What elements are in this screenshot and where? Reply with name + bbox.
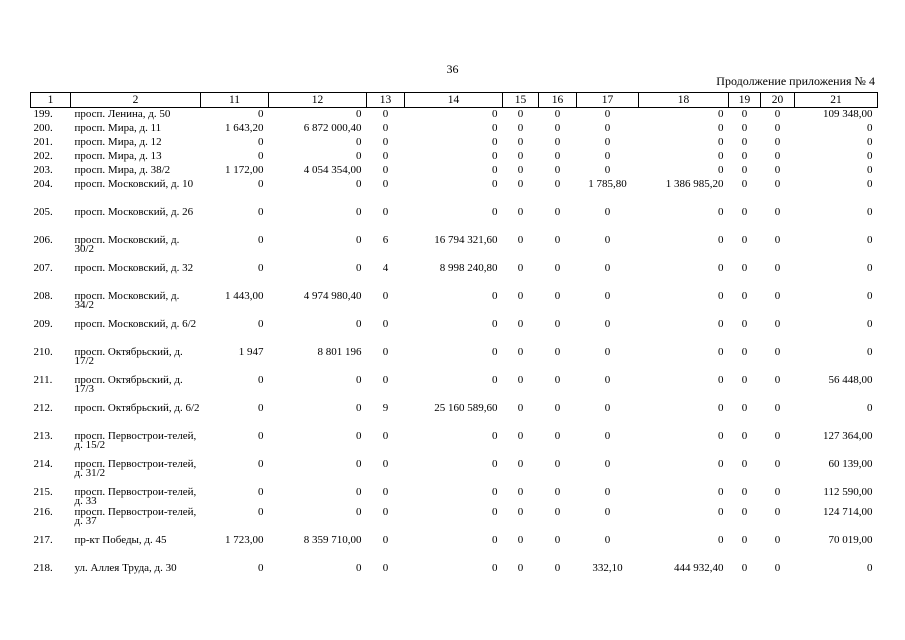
value-cell: 0	[554, 290, 561, 302]
value-cell: 0	[517, 262, 524, 274]
address-cell: пр-кт Победы, д. 45	[74, 534, 167, 546]
value-cell: 0	[741, 534, 748, 546]
value-cell: 1 723,00	[225, 534, 264, 546]
value-cell: 0	[741, 506, 748, 518]
value-cell: 0	[774, 486, 781, 498]
value-cell: 0	[718, 262, 724, 274]
value-cell: 0	[741, 136, 748, 148]
table-row	[31, 164, 878, 178]
value-cell: 0	[492, 430, 498, 442]
column-header: 19	[729, 93, 761, 108]
value-cell: 0	[718, 402, 724, 414]
value-cell: 0	[492, 178, 498, 190]
value-cell: 0	[517, 346, 524, 358]
value-cell: 0	[718, 346, 724, 358]
address-cell: просп. Московский, д. 26	[74, 206, 194, 218]
value-cell: 70 019,00	[828, 534, 873, 546]
value-cell: 25 160 589,60	[434, 402, 498, 414]
row-number: 209.	[33, 318, 53, 330]
value-cell: 0	[604, 458, 611, 470]
value-cell: 0	[517, 136, 524, 148]
address-cell: просп. Мира, д. 38/2	[74, 164, 171, 176]
value-cell: 0	[774, 234, 781, 246]
value-cell: 0	[604, 136, 611, 148]
value-cell: 0	[718, 108, 724, 120]
value-cell: 0	[774, 122, 781, 134]
value-cell: 0	[382, 318, 389, 330]
value-cell: 0	[517, 122, 524, 134]
value-cell: 0	[604, 374, 611, 386]
value-cell: 0	[774, 430, 781, 442]
address-cell: просп. Московский, д. 32	[74, 262, 194, 274]
value-cell: 0	[741, 402, 748, 414]
value-cell: 0	[492, 164, 498, 176]
value-cell: 0	[741, 178, 748, 190]
value-cell: 0	[741, 234, 748, 246]
value-cell: 0	[382, 430, 389, 442]
value-cell: 1 172,00	[225, 164, 264, 176]
value-cell: 0	[774, 136, 781, 148]
value-cell: 0	[718, 234, 724, 246]
value-cell: 0	[867, 290, 873, 302]
value-cell: 0	[382, 562, 389, 574]
address-cell: просп. Октябрьский, д. 17/2	[74, 346, 183, 367]
value-cell: 1 643,20	[225, 122, 264, 134]
value-cell: 0	[492, 206, 498, 218]
value-cell: 0	[554, 430, 561, 442]
row-number: 216.	[33, 506, 53, 518]
value-cell: 0	[867, 318, 873, 330]
address-cell: просп. Мира, д. 11	[74, 122, 162, 134]
row-number: 199.	[33, 108, 53, 120]
column-header: 11	[201, 93, 269, 108]
value-cell: 0	[517, 562, 524, 574]
value-cell: 0	[867, 206, 873, 218]
value-cell: 0	[492, 346, 498, 358]
value-cell: 0	[741, 346, 748, 358]
table-row	[31, 374, 878, 402]
value-cell: 8 801 196	[317, 346, 362, 358]
value-cell: 0	[258, 108, 264, 120]
value-cell: 0	[604, 318, 611, 330]
value-cell: 0	[718, 430, 724, 442]
value-cell: 0	[867, 562, 873, 574]
value-cell: 0	[382, 108, 389, 120]
value-cell: 0	[774, 374, 781, 386]
page-number: 36	[446, 62, 459, 76]
value-cell: 0	[554, 150, 561, 162]
value-cell: 0	[604, 108, 611, 120]
value-cell: 0	[718, 458, 724, 470]
value-cell: 0	[356, 562, 362, 574]
row-number: 218.	[33, 562, 53, 574]
value-cell: 0	[554, 108, 561, 120]
value-cell: 0	[604, 290, 611, 302]
value-cell: 0	[258, 486, 264, 498]
value-cell: 0	[741, 150, 748, 162]
address-cell: ул. Аллея Труда, д. 30	[74, 562, 177, 574]
table-row	[31, 562, 878, 590]
value-cell: 0	[774, 262, 781, 274]
value-cell: 0	[718, 486, 724, 498]
value-cell: 0	[604, 206, 611, 218]
column-header: 15	[503, 93, 539, 108]
value-cell: 0	[517, 430, 524, 442]
row-number: 214.	[33, 458, 53, 470]
value-cell: 127 364,00	[823, 430, 873, 442]
row-number: 213.	[33, 430, 53, 442]
value-cell: 0	[774, 562, 781, 574]
table-row	[31, 150, 878, 164]
value-cell: 0	[382, 534, 389, 546]
value-cell: 0	[517, 374, 524, 386]
value-cell: 0	[867, 346, 873, 358]
table-row	[31, 178, 878, 206]
value-cell: 1 386 985,20	[665, 178, 724, 190]
value-cell: 0	[554, 534, 561, 546]
data-table	[30, 92, 878, 590]
value-cell: 0	[718, 164, 724, 176]
value-cell: 0	[867, 262, 873, 274]
value-cell: 0	[554, 486, 561, 498]
value-cell: 8 998 240,80	[439, 262, 498, 274]
value-cell: 0	[554, 506, 561, 518]
value-cell: 0	[492, 122, 498, 134]
value-cell: 0	[382, 206, 389, 218]
address-cell: просп. Первострои-телей, д. 31/2	[74, 458, 197, 479]
column-header: 14	[405, 93, 503, 108]
value-cell: 0	[554, 234, 561, 246]
table-row	[31, 506, 878, 534]
value-cell: 0	[718, 136, 724, 148]
address-cell: просп. Первострои-телей, д. 33	[74, 486, 197, 507]
value-cell: 0	[741, 122, 748, 134]
value-cell: 0	[867, 136, 873, 148]
value-cell: 0	[604, 234, 611, 246]
value-cell: 0	[356, 108, 362, 120]
value-cell: 0	[258, 402, 264, 414]
header-row	[31, 93, 878, 108]
row-number: 207.	[33, 262, 53, 274]
value-cell: 0	[604, 486, 611, 498]
value-cell: 0	[718, 374, 724, 386]
value-cell: 0	[554, 164, 561, 176]
column-header: 17	[577, 93, 639, 108]
value-cell: 0	[774, 318, 781, 330]
value-cell: 0	[356, 486, 362, 498]
value-cell: 0	[517, 108, 524, 120]
value-cell: 444 932,40	[674, 562, 724, 574]
value-cell: 0	[517, 506, 524, 518]
value-cell: 0	[718, 506, 724, 518]
address-cell: просп. Мира, д. 12	[74, 136, 162, 148]
value-cell: 4	[382, 262, 389, 274]
appendix-caption: Продолжение приложения № 4	[716, 74, 875, 88]
value-cell: 0	[774, 164, 781, 176]
row-number: 202.	[33, 150, 53, 162]
value-cell: 0	[258, 234, 264, 246]
value-cell: 0	[492, 108, 498, 120]
value-cell: 0	[517, 164, 524, 176]
row-number: 215.	[33, 486, 53, 498]
value-cell: 0	[382, 136, 389, 148]
row-number: 203.	[33, 164, 53, 176]
table-row	[31, 318, 878, 346]
address-cell: просп. Первострои-телей, д. 37	[74, 506, 197, 527]
value-cell: 0	[356, 458, 362, 470]
value-cell: 0	[718, 206, 724, 218]
value-cell: 0	[718, 318, 724, 330]
value-cell: 0	[867, 150, 873, 162]
table-row	[31, 534, 878, 562]
value-cell: 0	[258, 262, 264, 274]
value-cell: 0	[741, 374, 748, 386]
value-cell: 109 348,00	[823, 108, 873, 120]
value-cell: 1 785,80	[588, 178, 627, 190]
value-cell: 0	[258, 430, 264, 442]
value-cell: 0	[774, 458, 781, 470]
value-cell: 0	[774, 506, 781, 518]
table-row	[31, 234, 878, 262]
value-cell: 0	[741, 458, 748, 470]
row-number: 210.	[33, 346, 53, 358]
value-cell: 124 714,00	[823, 506, 873, 518]
value-cell: 0	[741, 290, 748, 302]
address-cell: просп. Октябрьский, д. 6/2	[74, 402, 200, 414]
value-cell: 6 872 000,40	[303, 122, 362, 134]
value-cell: 0	[258, 318, 264, 330]
address-cell: просп. Ленина, д. 50	[74, 108, 171, 120]
value-cell: 0	[517, 150, 524, 162]
address-cell: просп. Первострои-телей, д. 15/2	[74, 430, 197, 451]
value-cell: 0	[492, 534, 498, 546]
value-cell: 0	[774, 108, 781, 120]
value-cell: 4 974 980,40	[303, 290, 362, 302]
value-cell: 0	[718, 290, 724, 302]
value-cell: 0	[554, 562, 561, 574]
value-cell: 0	[492, 136, 498, 148]
value-cell: 0	[774, 206, 781, 218]
value-cell: 0	[382, 290, 389, 302]
value-cell: 0	[604, 534, 611, 546]
value-cell: 0	[356, 234, 362, 246]
value-cell: 0	[492, 318, 498, 330]
table-row	[31, 458, 878, 486]
table-row	[31, 206, 878, 234]
value-cell: 0	[382, 374, 389, 386]
address-cell: просп. Московский, д. 6/2	[74, 318, 197, 330]
column-header: 21	[795, 93, 878, 108]
value-cell: 0	[258, 150, 264, 162]
value-cell: 0	[554, 402, 561, 414]
value-cell: 0	[382, 486, 389, 498]
value-cell: 0	[517, 178, 524, 190]
value-cell: 0	[356, 318, 362, 330]
value-cell: 0	[774, 150, 781, 162]
value-cell: 0	[382, 458, 389, 470]
value-cell: 0	[356, 136, 362, 148]
value-cell: 0	[604, 150, 611, 162]
value-cell: 0	[741, 562, 748, 574]
value-cell: 0	[382, 506, 389, 518]
value-cell: 0	[517, 318, 524, 330]
table-row	[31, 262, 878, 290]
value-cell: 0	[867, 122, 873, 134]
value-cell: 0	[492, 150, 498, 162]
value-cell: 0	[517, 290, 524, 302]
address-cell: просп. Московский, д. 34/2	[74, 290, 180, 311]
value-cell: 0	[604, 122, 611, 134]
value-cell: 0	[382, 346, 389, 358]
value-cell: 0	[554, 206, 561, 218]
address-cell: просп. Московский, д. 30/2	[74, 234, 180, 255]
value-cell: 0	[492, 458, 498, 470]
value-cell: 0	[774, 290, 781, 302]
value-cell: 0	[492, 486, 498, 498]
value-cell: 0	[554, 122, 561, 134]
table-row	[31, 108, 878, 123]
value-cell: 0	[741, 164, 748, 176]
table-row	[31, 486, 878, 506]
value-cell: 0	[741, 318, 748, 330]
value-cell: 0	[604, 164, 611, 176]
value-cell: 0	[492, 374, 498, 386]
column-header: 20	[761, 93, 795, 108]
value-cell: 0	[554, 262, 561, 274]
value-cell: 0	[356, 206, 362, 218]
row-number: 205.	[33, 206, 53, 218]
value-cell: 6	[382, 234, 389, 246]
row-number: 204.	[33, 178, 53, 190]
value-cell: 0	[774, 178, 781, 190]
value-cell: 0	[554, 318, 561, 330]
value-cell: 9	[382, 402, 389, 414]
value-cell: 0	[604, 430, 611, 442]
value-cell: 0	[741, 262, 748, 274]
value-cell: 0	[517, 486, 524, 498]
value-cell: 0	[867, 164, 873, 176]
value-cell: 0	[867, 402, 873, 414]
value-cell: 0	[258, 136, 264, 148]
value-cell: 0	[867, 234, 873, 246]
value-cell: 0	[356, 262, 362, 274]
value-cell: 0	[517, 534, 524, 546]
address-cell: просп. Московский, д. 10	[74, 178, 194, 190]
value-cell: 0	[356, 430, 362, 442]
value-cell: 56 448,00	[828, 374, 873, 386]
value-cell: 0	[356, 402, 362, 414]
value-cell: 0	[718, 534, 724, 546]
table-row	[31, 136, 878, 150]
value-cell: 0	[867, 178, 873, 190]
value-cell: 0	[741, 430, 748, 442]
value-cell: 0	[604, 402, 611, 414]
value-cell: 0	[554, 458, 561, 470]
value-cell: 60 139,00	[828, 458, 873, 470]
row-number: 206.	[33, 234, 53, 246]
table-row	[31, 402, 878, 430]
column-header: 2	[71, 93, 201, 108]
address-cell: просп. Мира, д. 13	[74, 150, 162, 162]
value-cell: 1 947	[238, 346, 264, 358]
value-cell: 0	[554, 374, 561, 386]
column-header: 12	[269, 93, 367, 108]
value-cell: 0	[492, 290, 498, 302]
value-cell: 0	[774, 346, 781, 358]
row-number: 201.	[33, 136, 53, 148]
column-header: 13	[367, 93, 405, 108]
table-row	[31, 346, 878, 374]
address-cell: просп. Октябрьский, д. 17/3	[74, 374, 183, 395]
table-row	[31, 290, 878, 318]
row-number: 212.	[33, 402, 53, 414]
value-cell: 1 443,00	[225, 290, 264, 302]
value-cell: 0	[382, 164, 389, 176]
value-cell: 0	[604, 346, 611, 358]
value-cell: 0	[258, 374, 264, 386]
row-number: 211.	[33, 374, 53, 386]
value-cell: 0	[492, 562, 498, 574]
table-body	[31, 108, 878, 591]
value-cell: 0	[356, 178, 362, 190]
value-cell: 0	[741, 108, 748, 120]
value-cell: 0	[517, 458, 524, 470]
value-cell: 0	[718, 122, 724, 134]
value-cell: 16 794 321,60	[434, 234, 498, 246]
value-cell: 0	[382, 150, 389, 162]
column-header: 1	[31, 93, 71, 108]
value-cell: 0	[356, 374, 362, 386]
value-cell: 0	[382, 178, 389, 190]
value-cell: 0	[258, 206, 264, 218]
value-cell: 0	[554, 178, 561, 190]
value-cell: 0	[258, 458, 264, 470]
value-cell: 0	[517, 206, 524, 218]
value-cell: 0	[356, 506, 362, 518]
value-cell: 0	[604, 506, 611, 518]
value-cell: 0	[741, 486, 748, 498]
column-header: 16	[539, 93, 577, 108]
value-cell: 0	[774, 402, 781, 414]
column-header: 18	[639, 93, 729, 108]
value-cell: 332,10	[592, 562, 623, 574]
value-cell: 0	[554, 346, 561, 358]
value-cell: 0	[774, 534, 781, 546]
value-cell: 0	[517, 402, 524, 414]
value-cell: 0	[492, 506, 498, 518]
table-row	[31, 430, 878, 458]
value-cell: 0	[554, 136, 561, 148]
value-cell: 0	[517, 234, 524, 246]
row-number: 208.	[33, 290, 53, 302]
value-cell: 0	[258, 506, 264, 518]
value-cell: 0	[741, 206, 748, 218]
value-cell: 0	[258, 178, 264, 190]
value-cell: 112 590,00	[823, 486, 873, 498]
value-cell: 0	[356, 150, 362, 162]
value-cell: 0	[258, 562, 264, 574]
value-cell: 4 054 354,00	[303, 164, 362, 176]
row-number: 217.	[33, 534, 53, 546]
table-row	[31, 122, 878, 136]
value-cell: 0	[382, 122, 389, 134]
value-cell: 0	[718, 150, 724, 162]
value-cell: 0	[604, 262, 611, 274]
value-cell: 8 359 710,00	[303, 534, 362, 546]
row-number: 200.	[33, 122, 53, 134]
